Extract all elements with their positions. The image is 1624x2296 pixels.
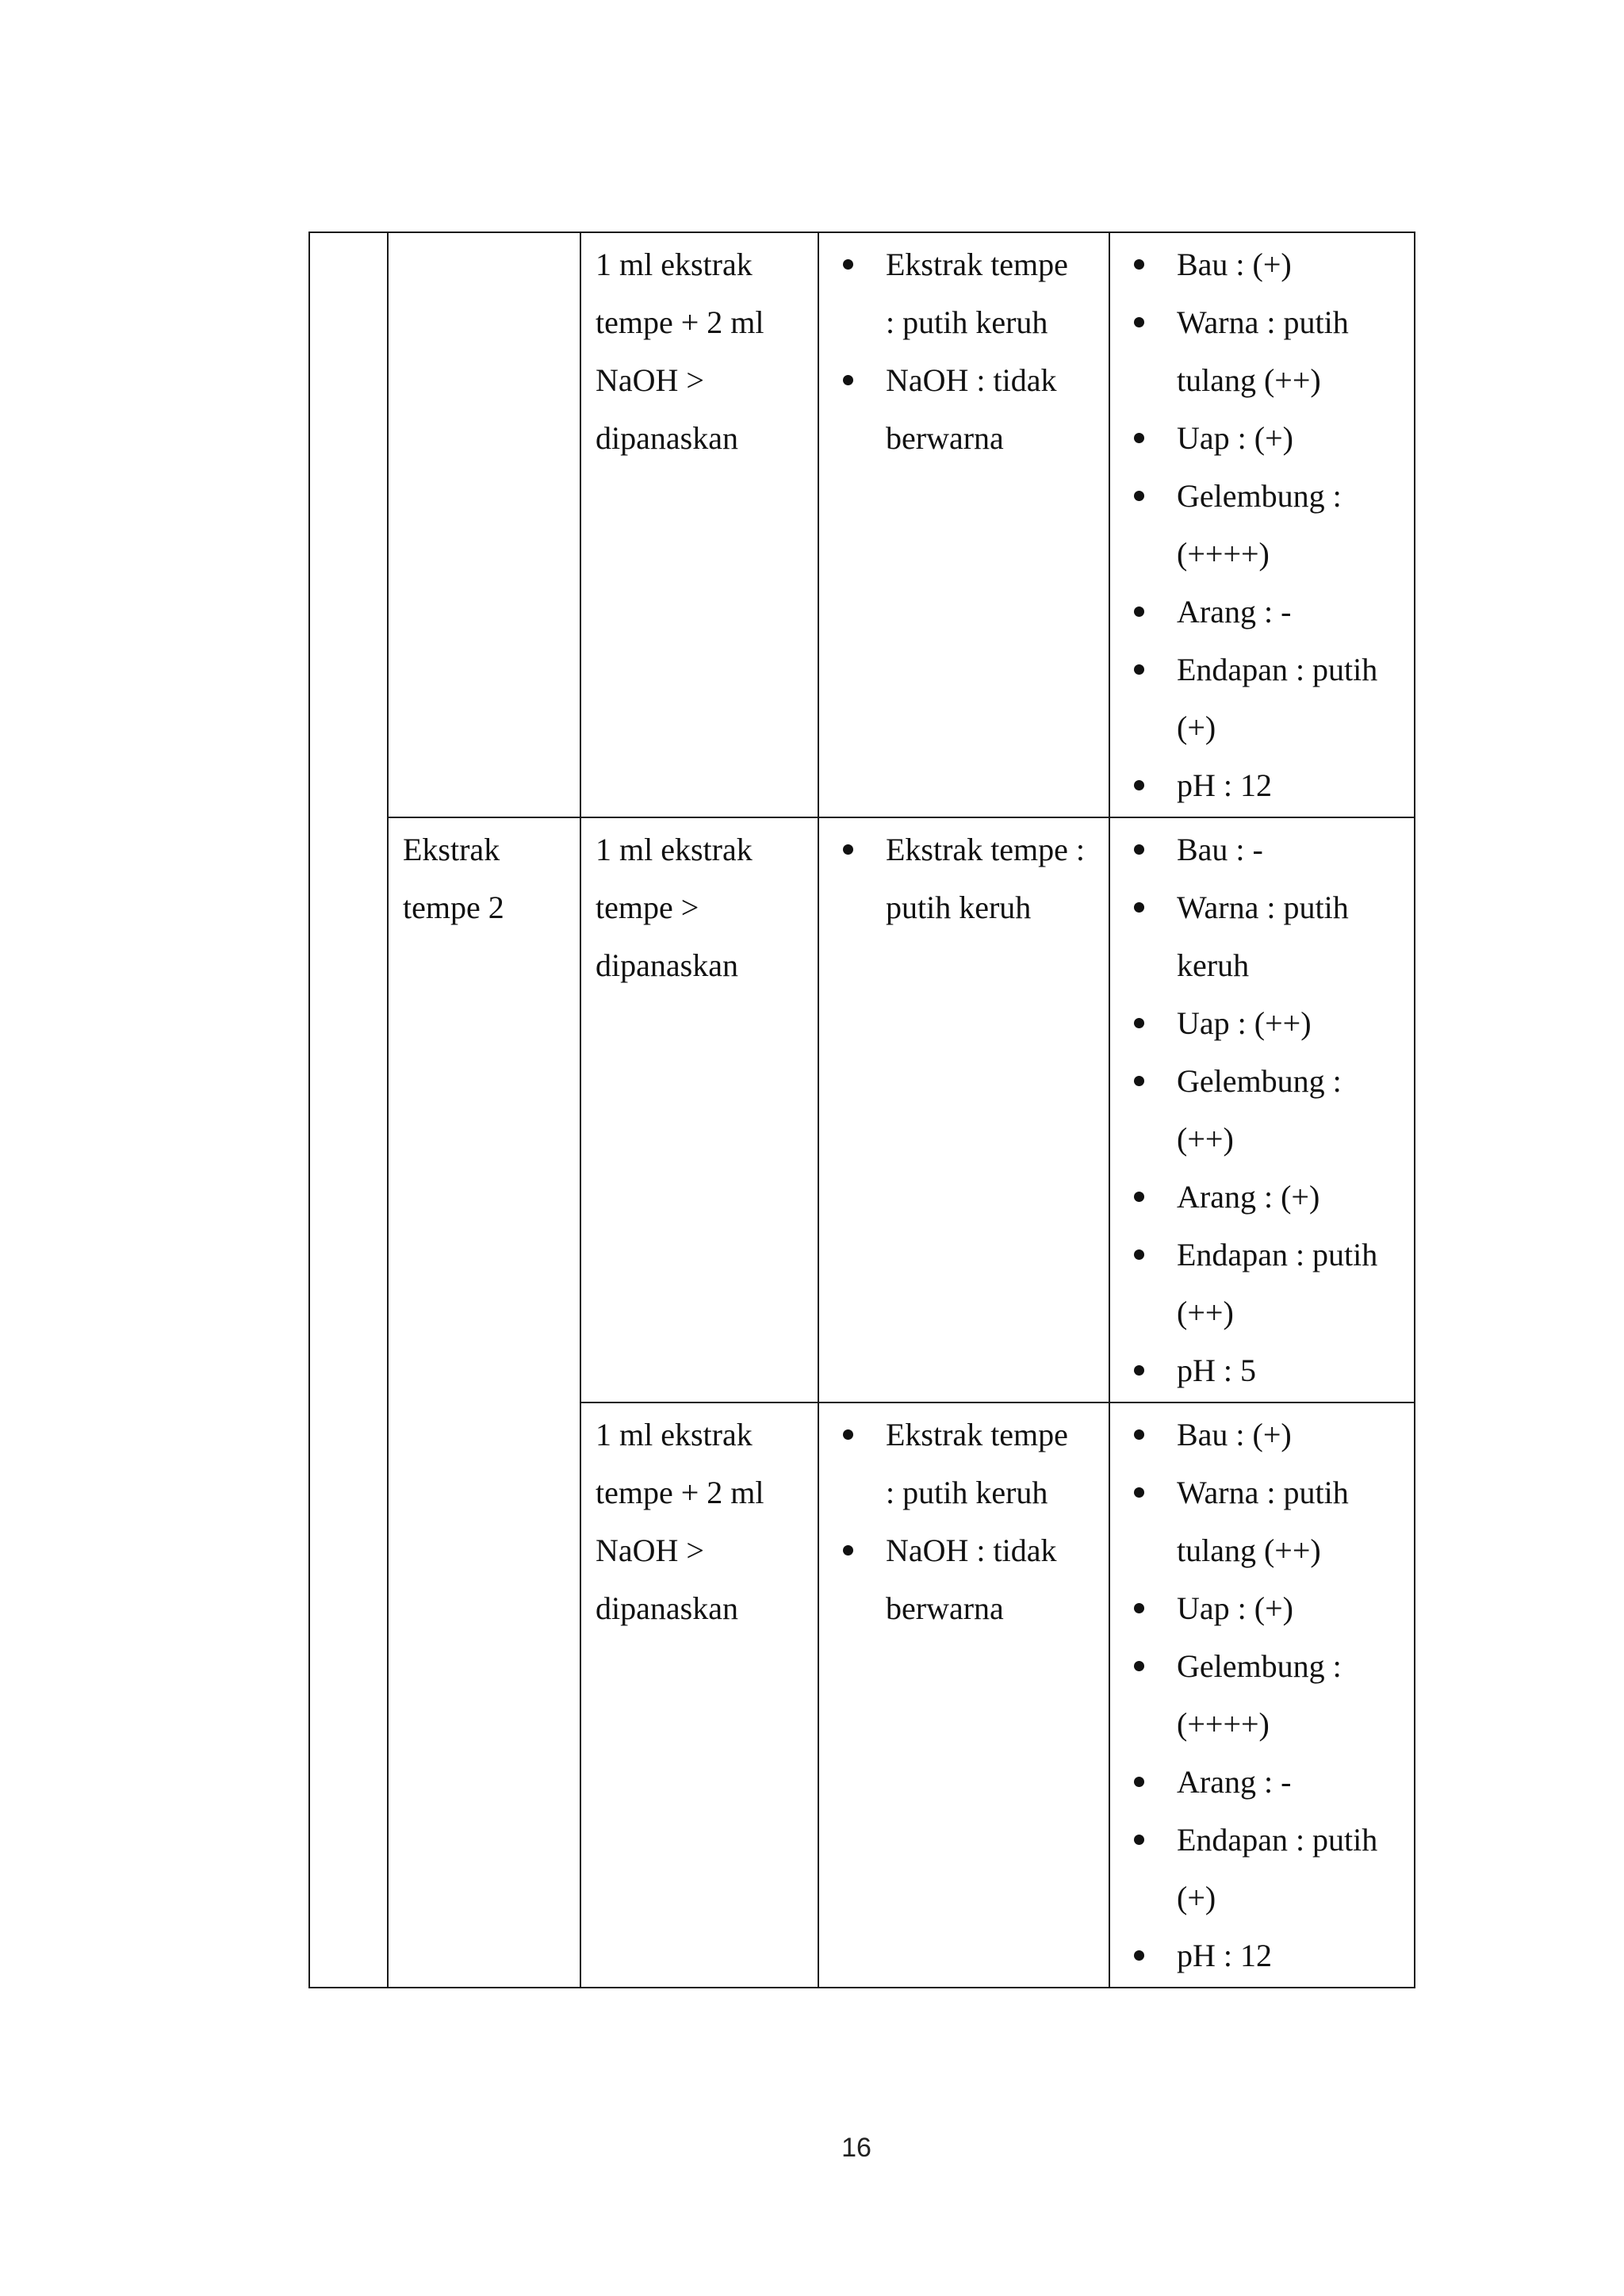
results-table xyxy=(308,232,1415,1988)
list-item: Gelembung : (++++) xyxy=(1131,467,1406,583)
list-item: Gelembung : (++++) xyxy=(1131,1637,1406,1753)
list-item: Endapan : putih (++) xyxy=(1131,1226,1406,1341)
list-item: Ekstrak tempe : putih keruh xyxy=(840,235,1101,351)
after-cell xyxy=(1109,817,1415,1402)
page-number: 16 xyxy=(841,2133,871,2163)
list-item: pH : 12 xyxy=(1131,1927,1406,1984)
list-item: Ekstrak tempe : putih keruh xyxy=(840,821,1101,936)
list-item: Warna : putih tulang (++) xyxy=(1131,293,1406,409)
list-item: Endapan : putih (+) xyxy=(1131,1811,1406,1927)
after-list xyxy=(1110,1403,1414,1984)
before-cell xyxy=(818,232,1109,817)
list-item: pH : 5 xyxy=(1131,1341,1406,1399)
procedure-cell xyxy=(580,817,818,1402)
list-item: NaOH : tidak berwarna xyxy=(840,1521,1101,1637)
after-list xyxy=(1110,233,1414,814)
before-list xyxy=(819,1403,1109,1637)
sample-cell xyxy=(388,232,580,817)
after-cell xyxy=(1109,1402,1415,1988)
before-list xyxy=(819,818,1109,936)
list-item: Bau : - xyxy=(1131,821,1406,878)
list-item: Warna : putih keruh xyxy=(1131,878,1406,994)
list-item: Endapan : putih (+) xyxy=(1131,641,1406,756)
before-cell xyxy=(818,1402,1109,1988)
list-item: NaOH : tidak berwarna xyxy=(840,351,1101,467)
before-list xyxy=(819,233,1109,467)
list-item: Bau : (+) xyxy=(1131,235,1406,293)
after-cell xyxy=(1109,232,1415,817)
sample-cell xyxy=(388,817,580,1988)
after-list xyxy=(1110,818,1414,1399)
procedure-text: 1 ml ekstrak tempe > dipanaskan xyxy=(596,832,753,983)
list-item: Uap : (+) xyxy=(1131,409,1406,467)
list-item: Uap : (+) xyxy=(1131,1579,1406,1637)
table-row xyxy=(309,817,1415,1402)
procedure-cell xyxy=(580,1402,818,1988)
list-item: Arang : - xyxy=(1131,1753,1406,1811)
list-item: Gelembung : (++) xyxy=(1131,1052,1406,1168)
sample-text xyxy=(389,233,580,235)
procedure-cell xyxy=(580,232,818,817)
list-item: Arang : (+) xyxy=(1131,1168,1406,1226)
list-item: Uap : (++) xyxy=(1131,994,1406,1052)
sample-text: Ekstrak tempe 2 xyxy=(403,832,504,925)
number-column-cell xyxy=(309,232,388,1988)
list-item: Warna : putih tulang (++) xyxy=(1131,1464,1406,1579)
list-item: pH : 12 xyxy=(1131,756,1406,814)
procedure-text: 1 ml ekstrak tempe + 2 ml NaOH > dipanaskan xyxy=(596,1417,764,1626)
before-cell xyxy=(818,817,1109,1402)
list-item: Arang : - xyxy=(1131,583,1406,641)
list-item: Ekstrak tempe : putih keruh xyxy=(840,1406,1101,1521)
list-item: Bau : (+) xyxy=(1131,1406,1406,1464)
procedure-text: 1 ml ekstrak tempe + 2 ml NaOH > dipanaskan xyxy=(596,247,764,456)
table-row xyxy=(309,232,1415,817)
